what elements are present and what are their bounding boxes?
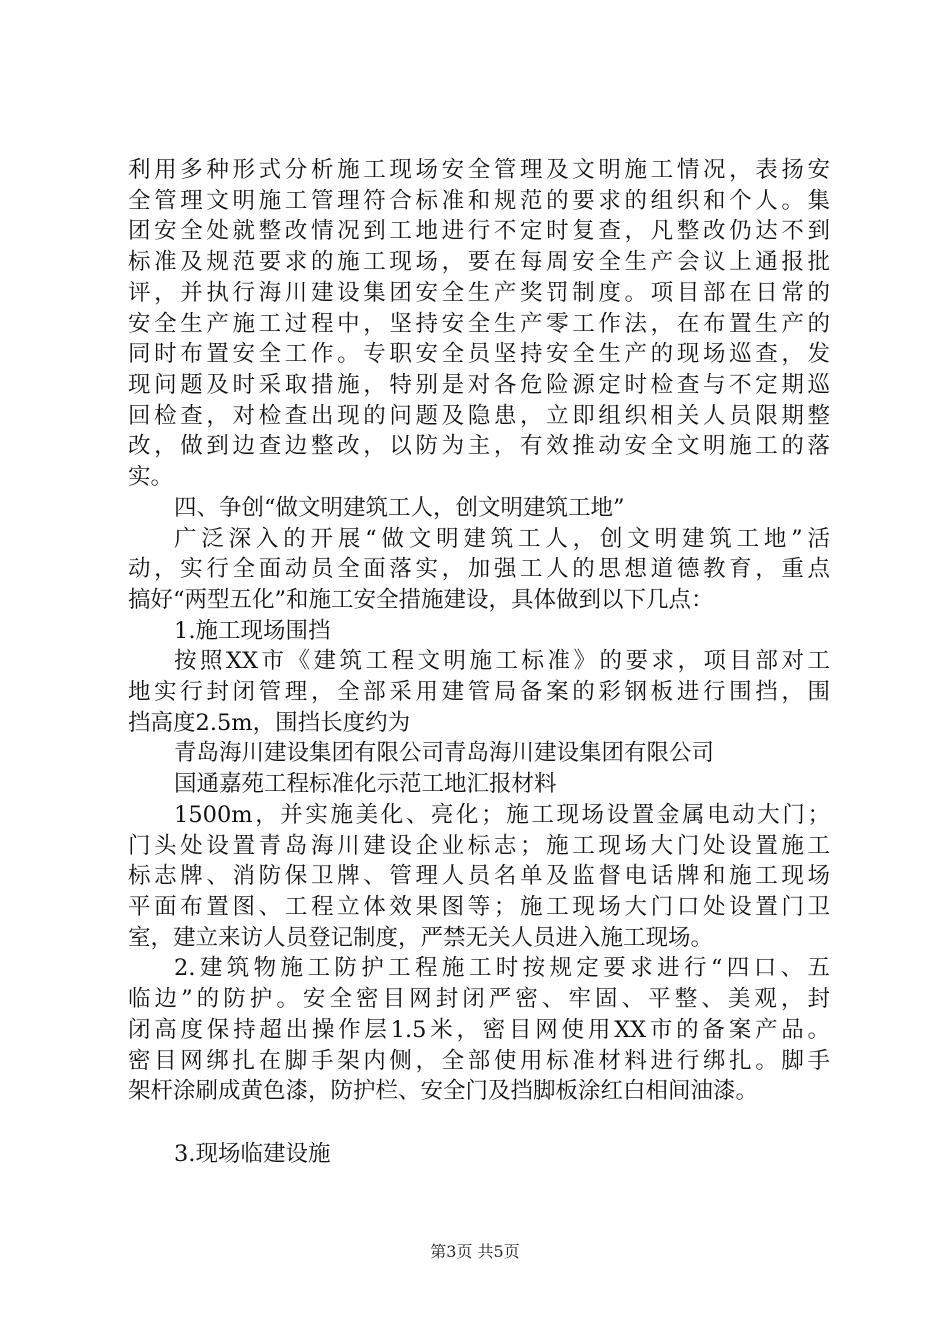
- text-line: 室，建立来访人员登记制度，严禁无关人员进入施工现场。: [128, 924, 714, 951]
- text-line: 闭高度保持超出操作层1.5米，密目网使用XX市的备案产品。: [128, 1016, 830, 1043]
- text-line: 广泛深入的开展“做文明建筑工人，创文明建筑工地”活: [174, 525, 830, 552]
- text-line: 密目网绑扎在脚手架内侧，全部使用标准材料进行绑扎。脚手: [128, 1047, 830, 1074]
- text-line: 标准及规范要求的施工现场，要在每周安全生产会议上通报批: [128, 249, 830, 276]
- text-line: 平面布置图、工程立体效果图等；施工现场大门口处设置门卫: [128, 893, 830, 920]
- text-line: 搞好“两型五化”和施工安全措施建设，具体做到以下几点：: [128, 586, 714, 613]
- text-line: 1500m，并实施美化、亮化；施工现场设置金属电动大门；: [174, 801, 830, 828]
- text-line: 利用多种形式分析施工现场安全管理及文明施工情况，表扬安: [128, 157, 830, 183]
- text-line: 按照XX市《建筑工程文明施工标准》的要求，项目部对工: [174, 648, 830, 675]
- text-line: 临边”的防护。安全密目网封闭严密、牢固、平整、美观，封: [128, 986, 830, 1013]
- company-header-line: 青岛海川建设集团有限公司青岛海川建设集团有限公司: [174, 740, 715, 767]
- text-line: 地实行封闭管理，全部采用建管局备案的彩钢板进行围挡，围: [128, 679, 830, 705]
- text-line: 全管理文明施工管理符合标准和规范的要求的组织和个人。集: [128, 187, 830, 214]
- text-line: 评，并执行海川建设集团安全生产奖罚制度。项目部在日常的: [128, 279, 830, 306]
- text-line: 改，做到边查边整改，以防为主，有效推动安全文明施工的落: [128, 433, 830, 460]
- text-line: 门头处设置青岛海川建设企业标志；施工现场大门处设置施工: [128, 832, 830, 859]
- text-line: 挡高度2.5m，围挡长度约为: [128, 709, 411, 736]
- page-number-footer: 第3页 共5页: [430, 1242, 520, 1261]
- subsection-heading: 1.施工现场围挡: [174, 617, 331, 644]
- text-line: 动，实行全面动员全面落实，加强工人的思想道德教育，重点: [128, 556, 830, 583]
- report-title-line: 国通嘉苑工程标准化示范工地汇报材料: [174, 771, 557, 798]
- text-line: 实。: [128, 464, 174, 491]
- text-line: 团安全处就整改情况到工地进行不定时复查，凡整改仍达不到: [128, 218, 830, 245]
- subsection-heading: 3.现场临建设施: [174, 1141, 331, 1168]
- section-heading: 四、争创“做文明建筑工人，创文明建筑工地”: [174, 494, 625, 521]
- text-line: 安全生产施工过程中，坚持安全生产零工作法，在布置生产的: [128, 310, 830, 337]
- text-line: 同时布置安全工作。专职安全员坚持安全生产的现场巡查，发: [128, 341, 830, 368]
- text-line: 标志牌、消防保卫牌、管理人员名单及监督电话牌和施工现场: [128, 863, 830, 890]
- text-line: 2.建筑物施工防护工程施工时按规定要求进行“四口、五: [174, 955, 830, 982]
- text-line: 回检查，对检查出现的问题及隐患，立即组织相关人员限期整: [128, 402, 830, 429]
- text-line: 现问题及时采取措施，特别是对各危险源定时检查与不定期巡: [128, 371, 830, 398]
- text-line: 架杆涂刷成黄色漆，防护栏、安全门及挡脚板涂红白相间油漆。: [128, 1078, 759, 1105]
